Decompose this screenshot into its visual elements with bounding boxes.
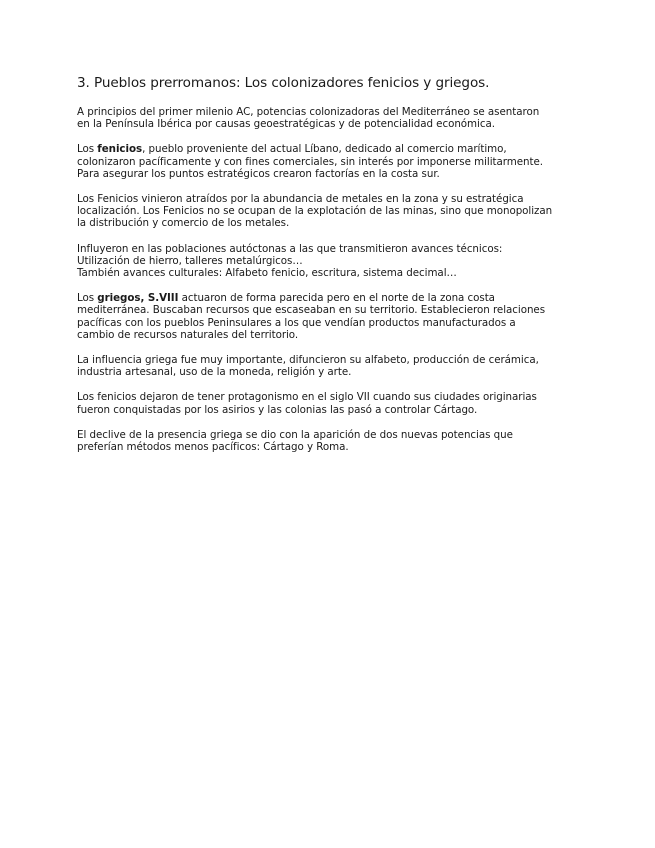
text-line: en la Península Ibérica por causas geoestratégicas y de potencialidad económica. [77, 118, 495, 131]
paragraph-declive-fenicio [77, 391, 582, 415]
text-line: pacíficas con los pueblos Peninsulares a los que vendían productos manufacturados a [77, 316, 516, 329]
text-line: La influencia griega fue muy importante, difuncieron su alfabeto, producción de cerámica, [77, 354, 539, 367]
text-fragment: Los [77, 143, 98, 156]
text-fragment: Los [77, 292, 98, 305]
text-line: A principios del primer milenio AC, potencias colonizadoras del Mediterráneo se asentaron [77, 106, 540, 118]
text-line: colonizaron pacíficamente y con fines comerciales, sin interés por imponerse militarmente. [77, 155, 544, 168]
text-line: Los Fenicios vinieron atraídos por la abundancia de metales en la zona y su estratégica [77, 193, 524, 206]
paragraph-intro [77, 106, 582, 130]
text-fragment: , pueblo proveniente del actual Líbano, dedicado al comercio marítimo, [142, 143, 507, 156]
text-line [77, 143, 582, 155]
text-line: Los fenicios dejaron de tener protagonismo en el siglo VII cuando sus ciudades originarias [77, 391, 537, 404]
bold-term-griegos: griegos, S.VIII [97, 292, 179, 305]
paragraph-griegos [77, 292, 582, 341]
paragraph-metales [77, 193, 582, 230]
text-line: industria artesanal, uso de la moneda, religión y arte. [77, 366, 352, 379]
text-line: localización. Los Fenicios no se ocupan de la explotación de las minas, sino que monopolizan [77, 205, 553, 218]
text-line: El declive de la presencia griega se dio con la aparición de dos nuevas potencias que [77, 428, 513, 441]
text-fragment: actuaron de forma parecida pero en el norte de la zona costa [178, 292, 495, 305]
bold-term-fenicios: fenicios [97, 143, 143, 156]
text-line: Para asegurar los puntos estratégicos crearon factorías en la costa sur. [77, 167, 440, 180]
text-line: Utilización de hierro, talleres metalúrgicos… [77, 254, 303, 267]
text-line: mediterránea. Buscaban recursos que escaseaban en su territorio. Establecieron relaciones [77, 304, 546, 317]
text-line: cambio de recursos naturales del territorio. [77, 328, 299, 341]
paragraph-declive-griego [77, 429, 582, 453]
text-line: fueron conquistadas por los asirios y las colonias las pasó a controlar Cártago. [77, 403, 478, 416]
paragraph-influencia-fenicia [77, 243, 582, 280]
text-line: la distribución y comercio de los metales. [77, 217, 290, 230]
document-page [77, 74, 582, 466]
paragraph-fenicios [77, 143, 582, 180]
text-line: También avances culturales: Alfabeto fenicio, escritura, sistema decimal… [77, 267, 457, 280]
document-title: 3. Pueblos prerromanos: Los colonizadores fenicios y griegos. [77, 75, 490, 91]
paragraph-influencia-griega [77, 354, 582, 378]
text-line: preferían métodos menos pacíficos: Cártago y Roma. [77, 441, 349, 454]
text-line [77, 292, 582, 304]
text-line: Influyeron en las poblaciones autóctonas a las que transmitieron avances técnicos: [77, 242, 503, 255]
